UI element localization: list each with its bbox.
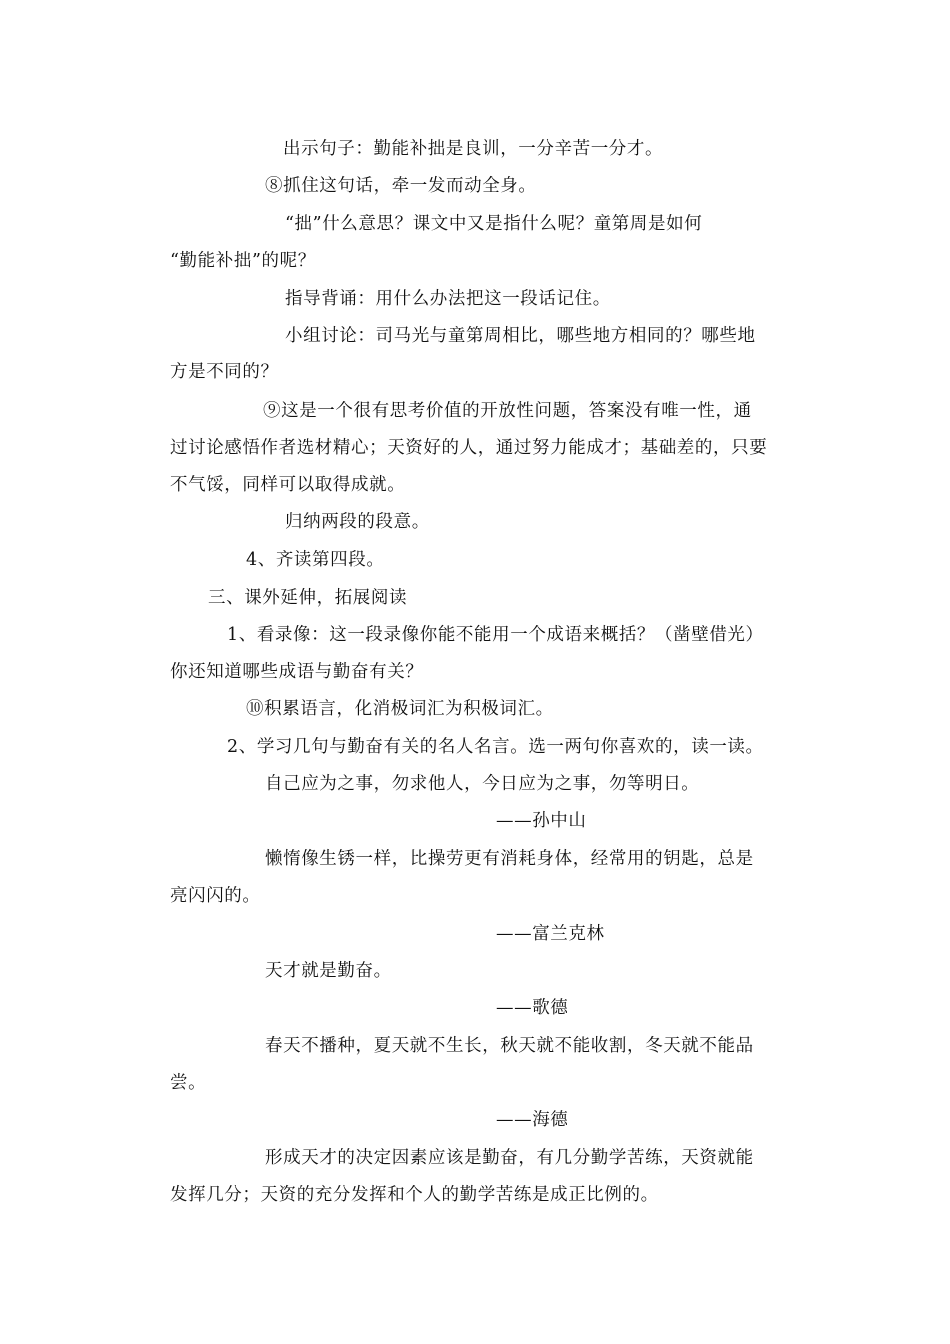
quote-text: 自己应为之事，勿求他人，今日应为之事，勿等明日。	[265, 774, 700, 794]
quote-attribution: ——歌德	[496, 998, 569, 1018]
text-line: 出示句子：勤能补拙是良训，一分辛苦一分才。	[283, 139, 664, 159]
text-line: 2、学习几句与勤奋有关的名人名言。选一两句你喜欢的，读一读。	[227, 737, 764, 757]
text-line: 小组讨论：司马光与童第周相比，哪些地方相同的？哪些地	[285, 326, 756, 346]
quote-attribution: ——孙中山	[496, 811, 587, 831]
quote-text: 形成天才的决定因素应该是勤奋，有几分勤学苦练，天资就能	[265, 1148, 754, 1168]
text-line: “拙”什么意思？课文中又是指什么呢？童第周是如何	[285, 214, 703, 234]
text-line: 指导背诵：用什么办法把这一段话记住。	[285, 289, 611, 309]
text-line: 不气馁，同样可以取得成就。	[170, 475, 406, 495]
text-line: “勤能补拙”的呢？	[170, 251, 316, 271]
text-line: 归纳两段的段意。	[285, 512, 430, 532]
quote-text: 懒惰像生锈一样，比操劳更有消耗身体，经常用的钥匙，总是	[265, 849, 754, 869]
quote-text: 尝。	[170, 1073, 207, 1093]
text-line: 4、齐读第四段。	[246, 550, 385, 570]
quote-text: 天才就是勤奋。	[265, 961, 392, 981]
quote-attribution: ——海德	[496, 1110, 569, 1130]
text-line: 你还知道哪些成语与勤奋有关？	[170, 662, 424, 682]
quote-text: 发挥几分；天资的充分发挥和个人的勤学苦练是成正比例的。	[170, 1185, 659, 1205]
text-line: 过讨论感悟作者选材精心；天资好的人，通过努力能成才；基础差的，只要	[170, 438, 768, 458]
text-line: 方是不同的？	[170, 362, 279, 382]
section-heading: 三、课外延伸，拓展阅读	[208, 588, 408, 608]
text-line: 1、看录像：这一段录像你能不能用一个成语来概括？（凿壁借光）	[227, 625, 764, 645]
text-line: ⑧抓住这句话，牵一发而动全身。	[265, 176, 537, 196]
text-line: ⑩积累语言，化消极词汇为积极词汇。	[246, 699, 554, 719]
quote-attribution: ——富兰克林	[496, 924, 605, 944]
text-line: ⑨这是一个很有思考价值的开放性问题，答案没有唯一性，通	[263, 401, 752, 421]
quote-text: 春天不播种，夏天就不生长，秋天就不能收割，冬天就不能品	[265, 1036, 754, 1056]
quote-text: 亮闪闪的。	[170, 886, 261, 906]
